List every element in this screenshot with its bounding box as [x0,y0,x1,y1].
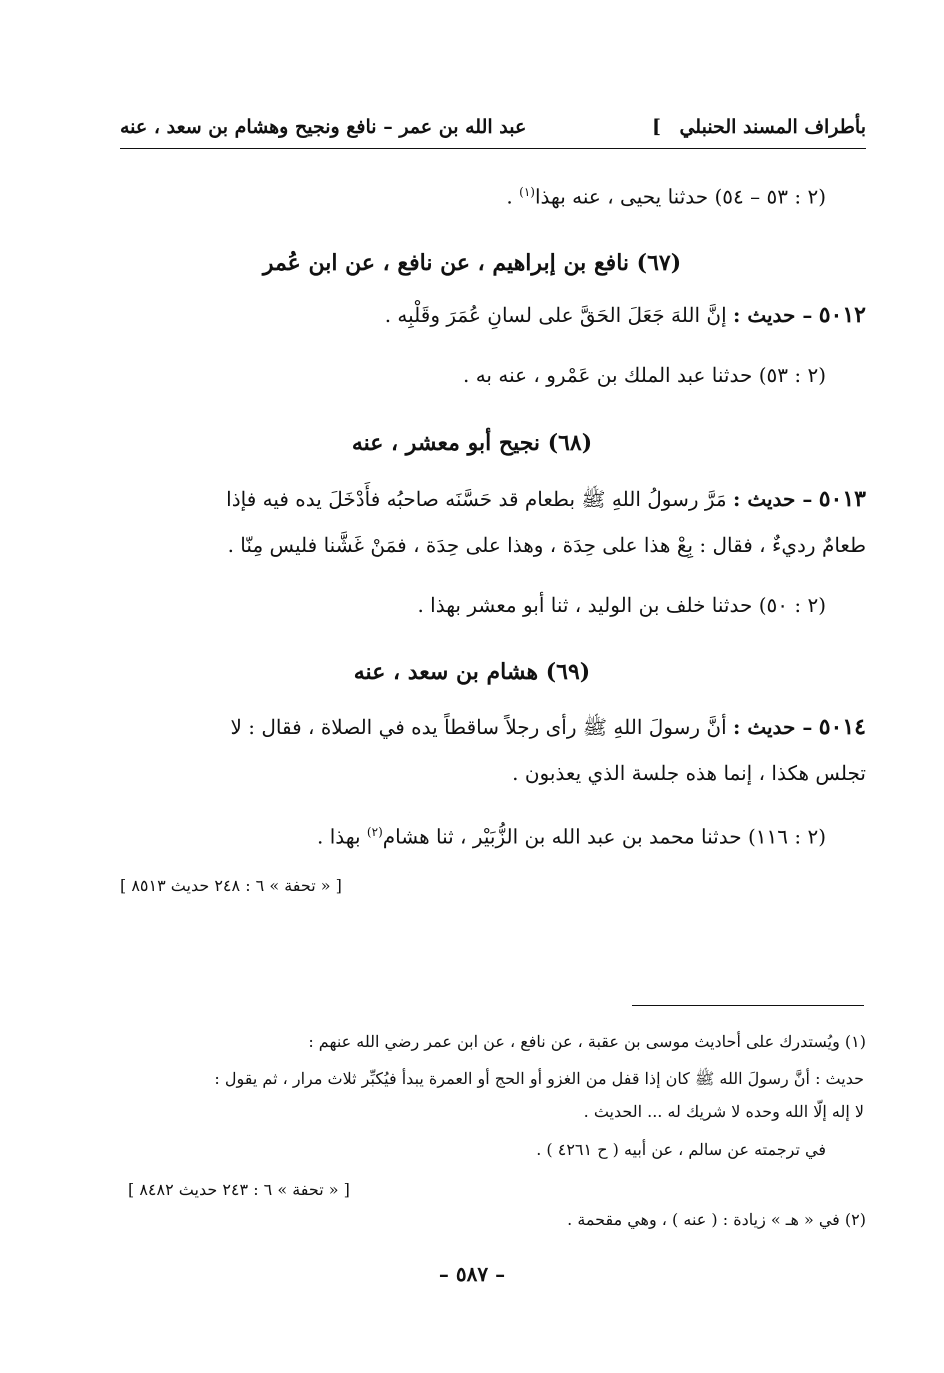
footnote-2: (٢) في « هـ » زيادة : ( عنه ) ، وهي مقحمة . [567,1210,866,1229]
hadith-label: – حديث : [733,715,813,739]
section-heading-68: (٦٨) نجيح أبو معشر ، عنه [351,430,593,456]
reference-text: (٢ : ١١٦) حدثنا محمد بن عبد الله بن الزُّبَيْر ، ثنا هشام [382,824,826,849]
hadith-text: مَرَّ رسولُ اللهِ ﷺ بطعام قد حَسَّنَه صاحبُه فأَدْخَلَ يده فيه فإذا [226,487,727,511]
page-number: – ٥٨٧ – [438,1262,506,1286]
reference-line: (٢ : ٥٠) حدثنا خلف بن الوليد ، ثنا أبو معشر بهذا . [417,593,826,617]
footnote-1-line: حديث : أنَّ رسولَ الله ﷺ كان إذا قفل من الغزو أو الحج أو العمرة يبدأ فيُكبِّر ثلاث مرار ، ثم يقول : [214,1069,864,1088]
section-heading-67: (٦٧) نافع بن إبراهيم ، عن نافع ، عن ابن عُمر [262,250,682,276]
hadith-text: أنَّ رسولَ اللهِ ﷺ رأى رجلاً ساقطاً يده في الصلاة ، فقال : لا [230,715,727,739]
reference-line: (٢ : ٥٣) حدثنا عبد الملك بن عَمْرو ، عنه به . [462,363,826,387]
hadith-number: ٥٠١٣ [818,486,866,512]
hadith-text-continued: تجلس هكذا ، إنما هذه جلسة الذي يعذبون . [512,761,866,785]
hadith-text-continued: طعامٌ رديءٌ ، فقال : بِعْ هذا على حِدَة ، وهذا على حِدَة ، فمَنْ غَشَّنا فليس مِنّا . [227,533,866,557]
reference-end: . [506,184,520,209]
hadith-label: – حديث : [733,487,813,511]
footnote-marker: (١) [519,185,535,199]
hadith-5013 [80,484,866,514]
hadith-5012 [385,300,866,330]
book-title: بأطراف المسند الحنبلي [679,116,866,138]
footnote-1: (١) ويُستدرك على أحاديث موسى بن عقبة ، عن نافع ، عن ابن عمر رضي الله عنهم : [308,1032,866,1051]
section-heading-69: (٦٩) هشام بن سعد ، عنه [353,659,591,685]
hadith-number: ٥٠١٤ [818,714,866,740]
footnote-1-line: في ترجمته عن سالم ، عن أبيه ( ح ٤٢٦١ ) . [536,1140,826,1159]
hadith-5014 [80,712,866,742]
running-header [120,112,866,146]
tuhfa-citation: [ « تحفة » ٦ : ٢٤٣ حديث ٨٤٨٢ ] [128,1180,350,1199]
header-topic: عبد الله بن عمر – نافع ونجيح وهشام بن سعد ، عنه [120,116,527,138]
reference-text: (٢ : ٥٣ – ٥٤) حدثنا يحيى ، عنه بهذا [534,184,826,209]
hadith-number: ٥٠١٢ [818,302,866,328]
reference-line [506,177,826,212]
header-bracket: ] [652,116,661,138]
footnote-1-line: لا إله إلّا الله وحده لا شريك له ... الحديث . [583,1102,864,1121]
hadith-label: – حديث : [733,303,813,327]
header-rule [120,148,866,149]
tuhfa-citation: [ « تحفة » ٦ : ٢٤٨ حديث ٨٥١٣ ] [120,876,342,895]
footnote-marker: (٢) [366,825,383,839]
reference-line [317,817,826,852]
hadith-text: إنَّ اللهَ جَعَلَ الحَقَّ على لسانِ عُمَرَ وقَلْبِه . [384,303,727,327]
reference-end: بهذا . [317,824,367,849]
footnote-rule [632,1005,864,1006]
